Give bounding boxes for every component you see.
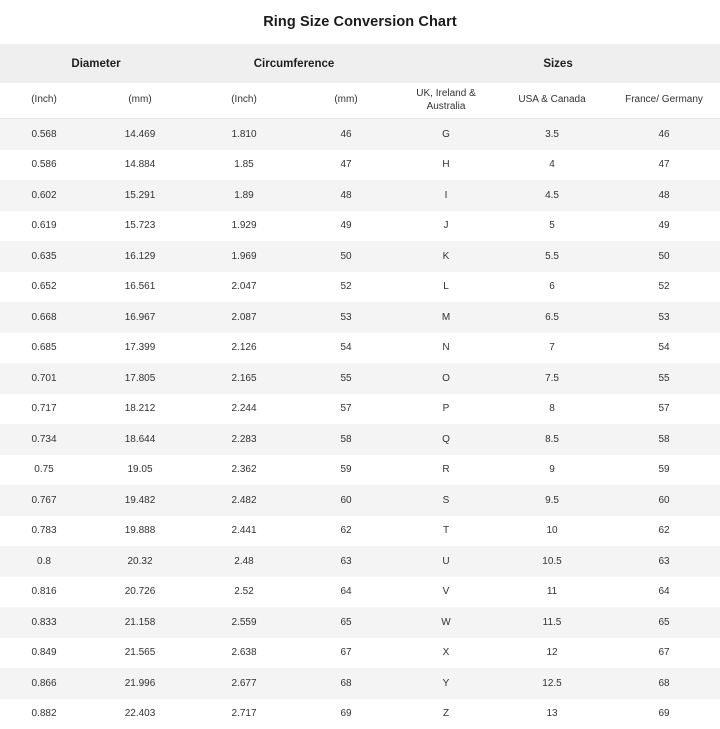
table-cell: 49 bbox=[296, 211, 396, 242]
table-row bbox=[0, 699, 720, 729]
table-cell: 12.5 bbox=[496, 668, 608, 699]
table-cell: 60 bbox=[296, 485, 396, 516]
table-cell: H bbox=[396, 150, 496, 181]
table-cell: 9 bbox=[496, 455, 608, 486]
column-header-circumference-mm: (mm) bbox=[296, 83, 396, 119]
table-cell: V bbox=[396, 577, 496, 608]
table-cell: 2.441 bbox=[192, 516, 296, 547]
table-cell: 62 bbox=[608, 516, 720, 547]
table-cell: 50 bbox=[296, 241, 396, 272]
table-cell: 46 bbox=[296, 119, 396, 150]
table-cell: 2.717 bbox=[192, 699, 296, 729]
table-cell: 1.969 bbox=[192, 241, 296, 272]
table-cell: 68 bbox=[608, 668, 720, 699]
table-cell: 0.568 bbox=[0, 119, 88, 150]
table-cell: 15.723 bbox=[88, 211, 192, 242]
table-cell: 0.602 bbox=[0, 180, 88, 211]
column-header-diameter-inch: (Inch) bbox=[0, 83, 88, 119]
table-row bbox=[0, 546, 720, 577]
table-cell: 5 bbox=[496, 211, 608, 242]
table-cell: 57 bbox=[296, 394, 396, 425]
table-cell: 48 bbox=[296, 180, 396, 211]
table-cell: 46 bbox=[608, 119, 720, 150]
table-cell: L bbox=[396, 272, 496, 303]
table-cell: 10.5 bbox=[496, 546, 608, 577]
table-cell: 0.685 bbox=[0, 333, 88, 364]
table-group-header-row bbox=[0, 44, 720, 83]
table-cell: 6 bbox=[496, 272, 608, 303]
table-cell: 7.5 bbox=[496, 363, 608, 394]
table-cell: 0.75 bbox=[0, 455, 88, 486]
table-cell: 0.701 bbox=[0, 363, 88, 394]
table-cell: 18.212 bbox=[88, 394, 192, 425]
table-row bbox=[0, 333, 720, 364]
table-cell: 55 bbox=[296, 363, 396, 394]
table-cell: 0.866 bbox=[0, 668, 88, 699]
table-cell: 67 bbox=[296, 638, 396, 669]
group-header-sizes: Sizes bbox=[396, 44, 720, 83]
table-row bbox=[0, 302, 720, 333]
table-cell: 6.5 bbox=[496, 302, 608, 333]
table-cell: 68 bbox=[296, 668, 396, 699]
table-column-header-row bbox=[0, 83, 720, 119]
table-cell: 3.5 bbox=[496, 119, 608, 150]
table-row bbox=[0, 150, 720, 181]
table-cell: 52 bbox=[608, 272, 720, 303]
table-cell: 4.5 bbox=[496, 180, 608, 211]
table-cell: 59 bbox=[296, 455, 396, 486]
column-header-france-germany: France/ Germany bbox=[608, 83, 720, 119]
table-header bbox=[0, 44, 720, 119]
table-cell: 57 bbox=[608, 394, 720, 425]
table-cell: 53 bbox=[608, 302, 720, 333]
table-cell: 19.482 bbox=[88, 485, 192, 516]
table-cell: 2.482 bbox=[192, 485, 296, 516]
table-cell: U bbox=[396, 546, 496, 577]
table-cell: 16.561 bbox=[88, 272, 192, 303]
table-cell: 2.283 bbox=[192, 424, 296, 455]
table-cell: 54 bbox=[296, 333, 396, 364]
table-cell: 11.5 bbox=[496, 607, 608, 638]
table-cell: 7 bbox=[496, 333, 608, 364]
table-cell: O bbox=[396, 363, 496, 394]
column-header-diameter-mm: (mm) bbox=[88, 83, 192, 119]
table-cell: 0.849 bbox=[0, 638, 88, 669]
table-cell: 1.85 bbox=[192, 150, 296, 181]
table-cell: 14.469 bbox=[88, 119, 192, 150]
table-cell: 14.884 bbox=[88, 150, 192, 181]
table-cell: 16.967 bbox=[88, 302, 192, 333]
table-cell: 1.810 bbox=[192, 119, 296, 150]
table-cell: 0.635 bbox=[0, 241, 88, 272]
table-cell: I bbox=[396, 180, 496, 211]
table-cell: K bbox=[396, 241, 496, 272]
table-cell: 0.586 bbox=[0, 150, 88, 181]
table-cell: 50 bbox=[608, 241, 720, 272]
table-cell: 53 bbox=[296, 302, 396, 333]
table-cell: 49 bbox=[608, 211, 720, 242]
group-header-circumference: Circumference bbox=[192, 44, 396, 83]
table-cell: 55 bbox=[608, 363, 720, 394]
table-cell: 10 bbox=[496, 516, 608, 547]
table-row bbox=[0, 363, 720, 394]
table-cell: 64 bbox=[296, 577, 396, 608]
table-cell: 48 bbox=[608, 180, 720, 211]
table-cell: 9.5 bbox=[496, 485, 608, 516]
table-cell: 65 bbox=[608, 607, 720, 638]
table-cell: 4 bbox=[496, 150, 608, 181]
table-row bbox=[0, 394, 720, 425]
table-row bbox=[0, 119, 720, 150]
table-cell: 19.888 bbox=[88, 516, 192, 547]
table-cell: P bbox=[396, 394, 496, 425]
table-row bbox=[0, 180, 720, 211]
table-cell: 47 bbox=[296, 150, 396, 181]
table-cell: 16.129 bbox=[88, 241, 192, 272]
table-row bbox=[0, 668, 720, 699]
table-cell: 2.677 bbox=[192, 668, 296, 699]
table-cell: Z bbox=[396, 699, 496, 729]
table-cell: Q bbox=[396, 424, 496, 455]
table-cell: 2.126 bbox=[192, 333, 296, 364]
table-row bbox=[0, 455, 720, 486]
table-cell: 22.403 bbox=[88, 699, 192, 729]
table-cell: 2.559 bbox=[192, 607, 296, 638]
table-cell: 64 bbox=[608, 577, 720, 608]
ring-size-conversion-table bbox=[0, 44, 720, 729]
table-cell: 62 bbox=[296, 516, 396, 547]
table-cell: 69 bbox=[296, 699, 396, 729]
table-cell: 2.244 bbox=[192, 394, 296, 425]
table-cell: 69 bbox=[608, 699, 720, 729]
table-cell: 47 bbox=[608, 150, 720, 181]
table-cell: J bbox=[396, 211, 496, 242]
table-cell: R bbox=[396, 455, 496, 486]
table-cell: T bbox=[396, 516, 496, 547]
table-row bbox=[0, 577, 720, 608]
table-cell: X bbox=[396, 638, 496, 669]
table-cell: N bbox=[396, 333, 496, 364]
table-cell: 2.48 bbox=[192, 546, 296, 577]
table-cell: 63 bbox=[608, 546, 720, 577]
table-cell: 54 bbox=[608, 333, 720, 364]
column-header-circumference-inch: (Inch) bbox=[192, 83, 296, 119]
table-row bbox=[0, 424, 720, 455]
table-cell: 18.644 bbox=[88, 424, 192, 455]
table-cell: 58 bbox=[296, 424, 396, 455]
table-cell: 58 bbox=[608, 424, 720, 455]
table-cell: G bbox=[396, 119, 496, 150]
table-cell: 2.52 bbox=[192, 577, 296, 608]
table-cell: 2.638 bbox=[192, 638, 296, 669]
table-cell: W bbox=[396, 607, 496, 638]
table-cell: 59 bbox=[608, 455, 720, 486]
table-cell: S bbox=[396, 485, 496, 516]
table-cell: 2.047 bbox=[192, 272, 296, 303]
table-cell: 52 bbox=[296, 272, 396, 303]
table-cell: Y bbox=[396, 668, 496, 699]
table-row bbox=[0, 272, 720, 303]
column-header-uk-ireland-australia: UK, Ireland & Australia bbox=[396, 83, 496, 119]
column-header-usa-canada: USA & Canada bbox=[496, 83, 608, 119]
table-cell: 0.619 bbox=[0, 211, 88, 242]
table-cell: 2.362 bbox=[192, 455, 296, 486]
table-row bbox=[0, 607, 720, 638]
table-cell: 67 bbox=[608, 638, 720, 669]
table-cell: 19.05 bbox=[88, 455, 192, 486]
table-cell: 21.996 bbox=[88, 668, 192, 699]
table-cell: 13 bbox=[496, 699, 608, 729]
table-body bbox=[0, 119, 720, 729]
table-cell: 21.158 bbox=[88, 607, 192, 638]
table-cell: 2.165 bbox=[192, 363, 296, 394]
table-cell: 0.783 bbox=[0, 516, 88, 547]
table-cell: 12 bbox=[496, 638, 608, 669]
group-header-diameter: Diameter bbox=[0, 44, 192, 83]
table-cell: M bbox=[396, 302, 496, 333]
table-cell: 21.565 bbox=[88, 638, 192, 669]
table-cell: 0.652 bbox=[0, 272, 88, 303]
table-cell: 65 bbox=[296, 607, 396, 638]
table-cell: 8 bbox=[496, 394, 608, 425]
table-row bbox=[0, 485, 720, 516]
table-row bbox=[0, 516, 720, 547]
table-row bbox=[0, 638, 720, 669]
table-cell: 63 bbox=[296, 546, 396, 577]
table-cell: 1.89 bbox=[192, 180, 296, 211]
table-cell: 17.399 bbox=[88, 333, 192, 364]
table-cell: 11 bbox=[496, 577, 608, 608]
page-title: Ring Size Conversion Chart bbox=[0, 0, 720, 44]
table-cell: 5.5 bbox=[496, 241, 608, 272]
table-cell: 0.816 bbox=[0, 577, 88, 608]
table-cell: 60 bbox=[608, 485, 720, 516]
table-cell: 20.32 bbox=[88, 546, 192, 577]
table-cell: 0.8 bbox=[0, 546, 88, 577]
table-cell: 8.5 bbox=[496, 424, 608, 455]
table-cell: 2.087 bbox=[192, 302, 296, 333]
table-cell: 20.726 bbox=[88, 577, 192, 608]
table-cell: 0.717 bbox=[0, 394, 88, 425]
table-cell: 1.929 bbox=[192, 211, 296, 242]
table-cell: 0.734 bbox=[0, 424, 88, 455]
table-cell: 15.291 bbox=[88, 180, 192, 211]
table-cell: 0.767 bbox=[0, 485, 88, 516]
table-row bbox=[0, 211, 720, 242]
table-cell: 17.805 bbox=[88, 363, 192, 394]
table-cell: 0.668 bbox=[0, 302, 88, 333]
table-cell: 0.833 bbox=[0, 607, 88, 638]
table-row bbox=[0, 241, 720, 272]
table-cell: 0.882 bbox=[0, 699, 88, 729]
